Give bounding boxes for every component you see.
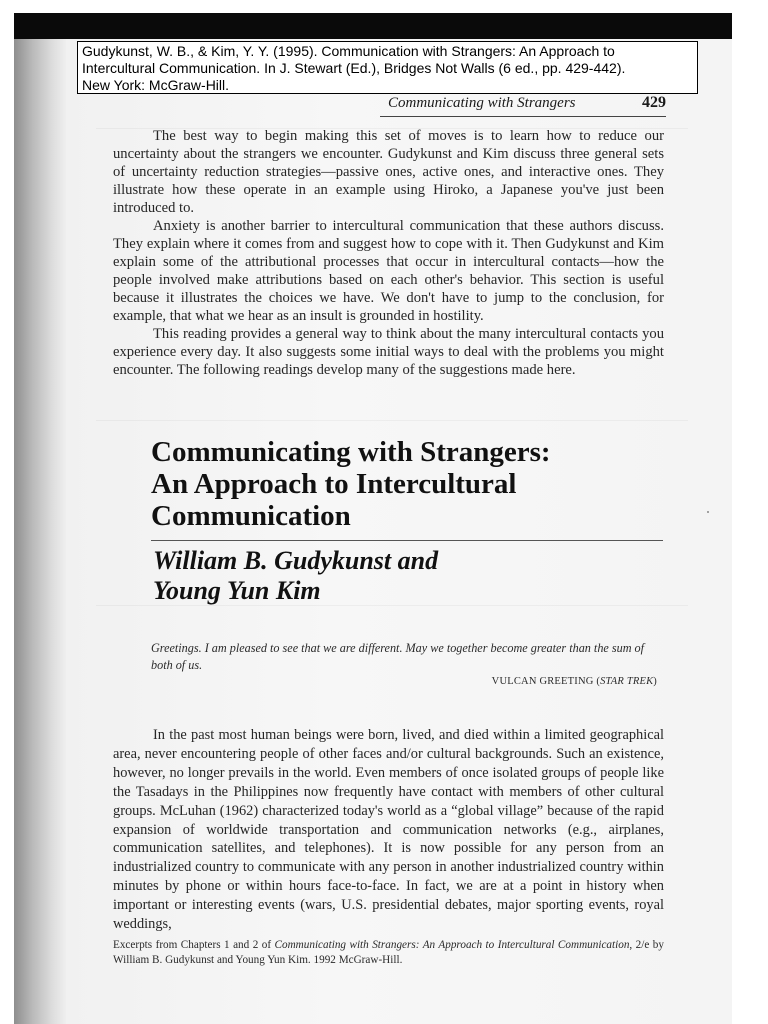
epigraph-source-close: ) <box>653 676 657 687</box>
chapter-title <box>151 436 671 532</box>
authors-line: Young Yun Kim <box>153 576 321 605</box>
authors-line: William B. Gudykunst and <box>153 546 439 575</box>
citation-line: New York: McGraw-Hill. <box>82 77 230 93</box>
footnote-work: Communicating with Strangers: An Approach to Intercultural Communication <box>274 939 630 951</box>
running-head-rule <box>380 116 666 117</box>
citation-line: Gudykunst, W. B., & Kim, Y. Y. (1995). Communication with Strangers: An Approach to <box>82 43 615 59</box>
bleed-through-line <box>96 420 688 421</box>
intro-paragraph: The best way to begin making this set of moves is to learn how to reduce our uncertainty about the strangers we encounter. Gudykunst and Kim discuss three general sets of uncertainty reduction strategies—passive ones, active ones, and interactive ones. They illustrate how these operate in an example using Hiroko, a Japanese you've just been introduced to. <box>113 128 664 216</box>
scan-top-border <box>14 13 732 39</box>
epigraph-source-work: STAR TREK <box>600 676 654 687</box>
footnote-suffix: , 2/e by William B. Gudykunst and Young Yun Kim. 1992 McGraw-Hill. <box>113 939 664 966</box>
body-paragraph: In the past most human beings were born, lived, and died within a limited geographical area, never encountering people of other faces and/or cultural backgrounds. Such an existence, however, no longer prevails in the world. Even members of once isolated groups of people like the Tasadays in the Philippines now frequently have contact with members of other cultural groups. McLuhan (1962) characterized today's world as a “global village” because of the rapid expansion of worldwide transportation and communication networks (e.g., airplanes, communication satellites, and telephones). It is now possible for any person from an industrialized country to communicate with any person in another industrialized country within minutes by phone or within hours face-to-face. In fact, we are at a point in history when important or interesting events (wars, U.S. presidential debates, major sporting events, royal weddings, <box>113 727 664 933</box>
epigraph-source <box>420 676 657 687</box>
source-footnote <box>113 938 664 968</box>
book-binding-shadow <box>14 39 66 1024</box>
chapter-title-line: An Approach to Intercultural <box>151 468 517 500</box>
intro-paragraph: Anxiety is another barrier to intercultural communication that these authors discuss. They explain where it comes from and suggest how to cope with it. Then Gudykunst and Kim explain some of the attributional processes that occur in intercultural contacts—how the people involved make attributions based on each other's behavior. This section is useful because it illustrates the choices we have. We don't have to jump to the conclusion, for example, that what we hear as an insult is grounded in hostility. <box>113 218 664 324</box>
scan-speck <box>707 511 709 513</box>
intro-paragraph: This reading provides a general way to think about the many intercultural contacts you experience every day. It also suggests some initial ways to deal with the problems you might encounter. The following readings develop many of the suggestions made here. <box>113 326 664 378</box>
running-head <box>380 94 666 116</box>
chapter-title-line: Communication <box>151 500 351 532</box>
citation-line: Intercultural Communication. In J. Stewart (Ed.), Bridges Not Walls (6 ed., pp. 429-442). <box>82 60 626 76</box>
epigraph-source-name: VULCAN GREETING ( <box>491 676 601 687</box>
chapter-authors <box>153 546 673 606</box>
chapter-title-line: Communicating with Strangers: <box>151 436 551 468</box>
intro-text <box>113 127 664 379</box>
footnote-prefix: Excerpts from Chapters 1 and 2 of <box>113 939 275 951</box>
title-rule <box>151 540 663 541</box>
page-number: 429 <box>642 94 666 111</box>
citation-box <box>77 41 698 94</box>
running-head-title: Communicating with Strangers <box>388 95 576 111</box>
epigraph: Greetings. I am pleased to see that we are different. May we together become greater than the sum of both of us. <box>151 641 645 672</box>
